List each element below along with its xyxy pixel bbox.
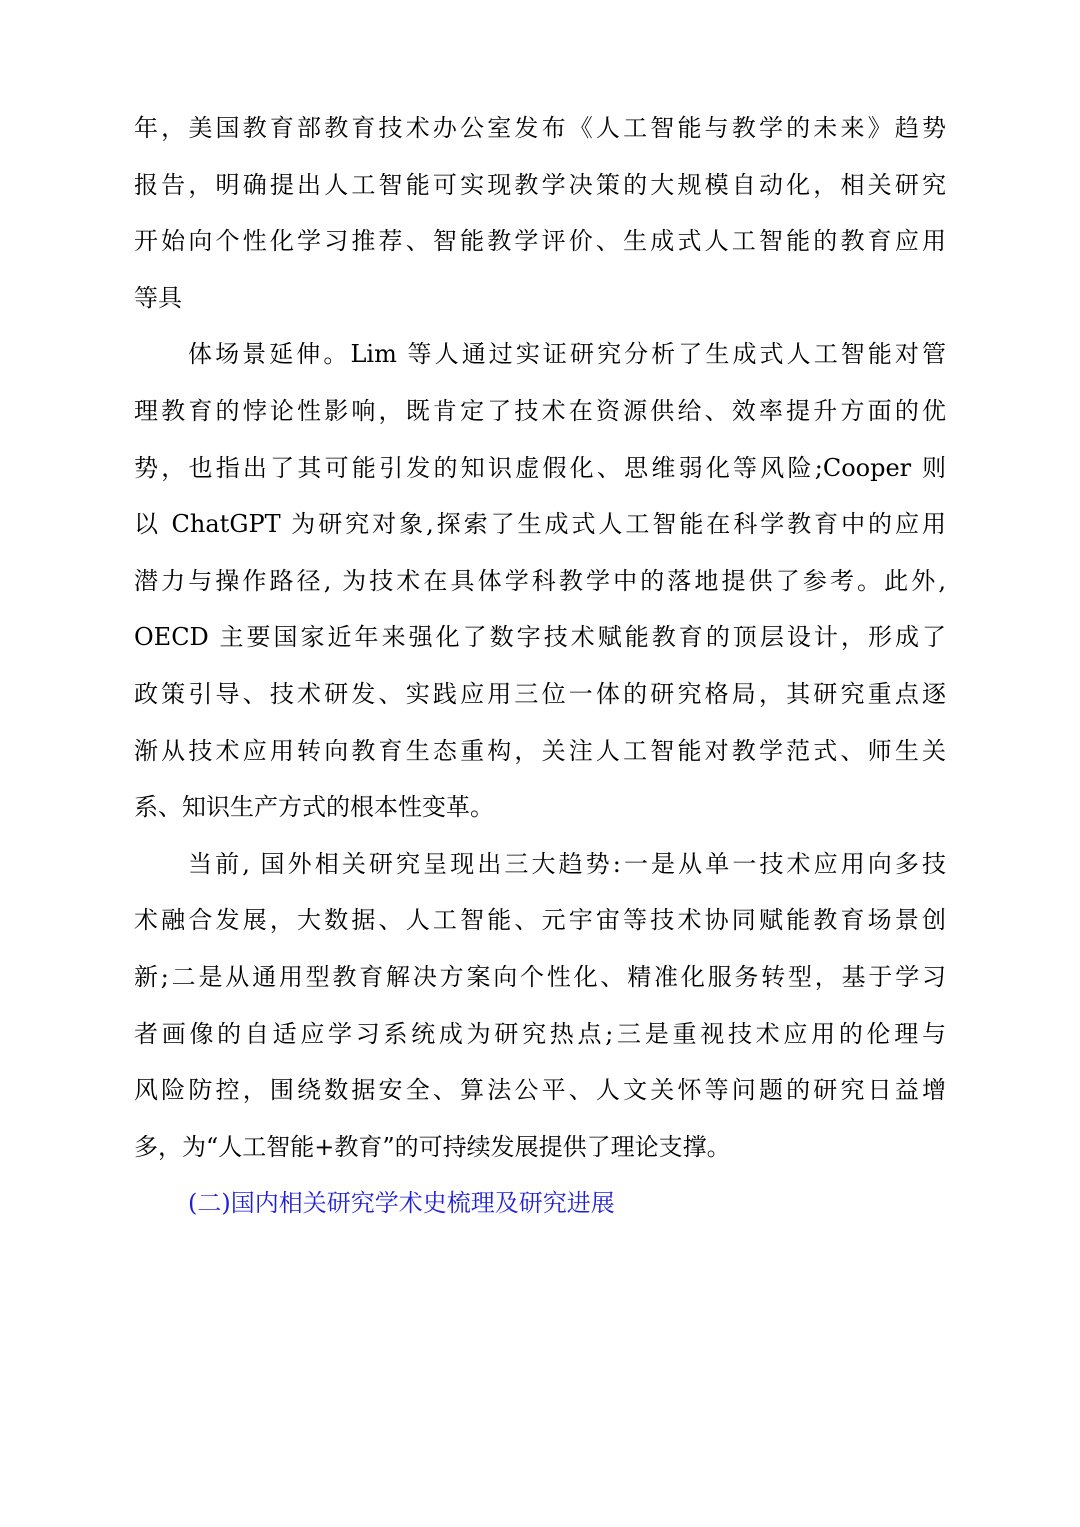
text-line: 新;二是从通用型教育解决方案向个性化、精准化服务转型，基于学习 xyxy=(134,962,946,991)
text-line: 多，为“人工智能+教育”的可持续发展提供了理论支撑。 xyxy=(134,1132,731,1161)
text-line: 开始向个性化学习推荐、智能教学评价、生成式人工智能的教育应用 xyxy=(134,227,946,256)
text-line: 报告，明确提出人工智能可实现教学决策的大规模自动化，相关研究 xyxy=(134,170,946,199)
text-line: 系、知识生产方式的根本性变革。 xyxy=(134,793,494,822)
text-line: 潜力与操作路径, 为技术在具体学科教学中的落地提供了参考。此外, xyxy=(134,566,946,595)
text-line: 当前, 国外相关研究呈现出三大趋势:一是从单一技术应用向多技 xyxy=(188,849,946,878)
text-line: 等具 xyxy=(134,283,182,312)
text-line: 渐从技术应用转向教育生态重构，关注人工智能对教学范式、师生关 xyxy=(134,736,946,765)
document-body xyxy=(134,100,946,1232)
paragraph-2 xyxy=(134,326,946,835)
text-line: 政策引导、技术研发、实践应用三位一体的研究格局，其研究重点逐 xyxy=(134,679,946,708)
paragraph-3 xyxy=(134,836,946,1176)
paragraph-1 xyxy=(134,100,946,326)
text-line: 年，美国教育部教育技术办公室发布《人工智能与教学的未来》趋势 xyxy=(134,114,946,142)
text-line: 势，也指出了其可能引发的知识虚假化、思维弱化等风险;Cooper 则 xyxy=(134,453,946,482)
text-line: 者画像的自适应学习系统成为研究热点;三是重视技术应用的伦理与 xyxy=(134,1019,946,1048)
section-heading[interactable]: (二)国内相关研究学术史梳理及研究进展 xyxy=(188,1189,615,1218)
text-line: 以 ChatGPT 为研究对象,探索了生成式人工智能在科学教育中的应用 xyxy=(134,510,946,539)
text-line: 体场景延伸。Lim 等人通过实证研究分析了生成式人工智能对管 xyxy=(188,340,946,369)
text-line: OECD 主要国家近年来强化了数字技术赋能教育的顶层设计，形成了 xyxy=(134,623,946,652)
text-line: 术融合发展，大数据、人工智能、元宇宙等技术协同赋能教育场景创 xyxy=(134,906,946,935)
text-line: 风险防控，围绕数据安全、算法公平、人文关怀等问题的研究日益增 xyxy=(134,1076,946,1105)
text-line: 理教育的悖论性影响，既肯定了技术在资源供给、效率提升方面的优 xyxy=(134,396,946,425)
